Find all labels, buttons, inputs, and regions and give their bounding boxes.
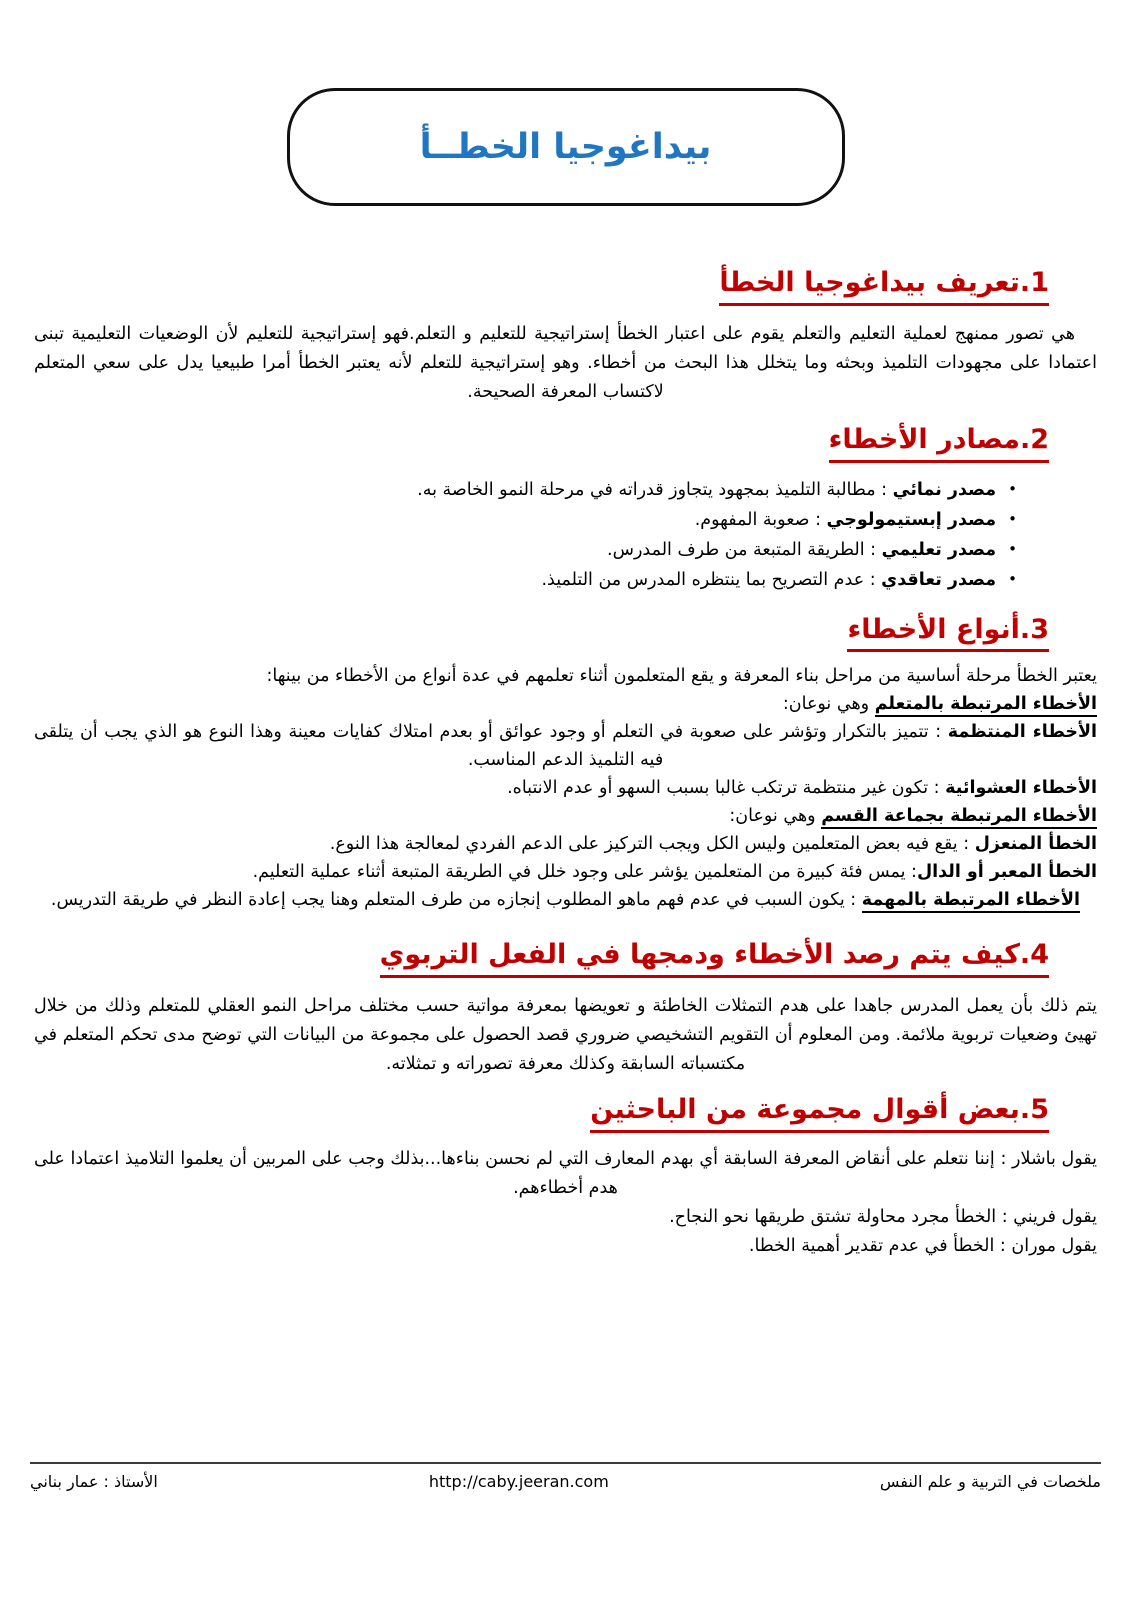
bullet-icon: • — [1008, 539, 1017, 558]
error-type-term: الأخطاء المرتبطة بالمهمة — [862, 890, 1080, 913]
error-type-text: وهي نوعان: — [729, 806, 822, 827]
section-heading-definition — [34, 266, 1097, 306]
section-heading-sources — [34, 423, 1097, 463]
error-type-term: الخطأ المعبر أو الدال — [916, 862, 1097, 883]
page-footer — [30, 1462, 1101, 1491]
error-type-line — [34, 774, 1097, 802]
error-type-text: : تكون غير منتظمة ترتكب غالبا بسبب السهو أو عدم الانتباه. — [507, 778, 946, 799]
section-heading-definition-text: 1.تعريف بيداغوجيا الخطأ — [719, 266, 1049, 306]
error-type-term: الأخطاء المنتظمة — [947, 722, 1098, 743]
section-heading-types-text: 3.أنواع الأخطاء — [847, 613, 1049, 653]
footer-url: http://caby.jeeran.com — [428, 1472, 609, 1491]
error-type-term: الأخطاء العشوائية — [945, 778, 1097, 799]
error-type-line — [34, 718, 1097, 774]
error-type-term: الأخطاء المرتبطة بالمتعلم — [875, 694, 1097, 717]
section-heading-sources-text: 2.مصادر الأخطاء — [829, 423, 1049, 463]
section-heading-quotes-text: 5.بعض أقوال مجموعة من الباحثين — [590, 1093, 1049, 1133]
section-heading-types — [34, 613, 1097, 653]
quote-line: يقول باشلار : إننا نتعلم على أنقاض المعرفة السابقة أي بهدم المعارف التي لم نحسن بناءها...بذلك وجب على المربين أن يعلموا التلاميذ اعتمادا على هدم أخطاءهم. — [34, 1148, 1097, 1198]
section-heading-integration-text: 4.كيف يتم رصد الأخطاء ودمجها في الفعل التربوي — [380, 938, 1049, 978]
source-term: مصدر تعليمي — [881, 539, 997, 560]
document-content — [0, 266, 1131, 1261]
section-heading-quotes — [34, 1093, 1097, 1133]
list-item — [34, 565, 1017, 595]
list-item — [34, 475, 1017, 505]
bullet-icon: • — [1008, 509, 1017, 528]
source-text: : مطالبة التلميذ بمجهود يتجاوز قدراته في مرحلة النمو الخاصة به. — [417, 479, 893, 500]
error-type-text: : تتميز بالتكرار وتؤشر على صعوبة في التعلم أو وجود عوائق أو بعدم امتلاك كفايات معينة وهذا النوع هو الذي يجب أن يتلقى فيه التلميذ الدعم المناسب. — [34, 722, 948, 771]
source-term: مصدر نمائي — [892, 479, 997, 500]
types-intro: يعتبر الخطأ مرحلة أساسية من مراحل بناء المعرفة و يقع المتعلمون أثناء تعلمهم في عدة أنواع من الأخطاء من بينها: — [266, 666, 1097, 687]
title-box — [287, 88, 845, 206]
definition-paragraph: هي تصور ممنهج لعملية التعليم والتعلم يقوم على اعتبار الخطأ إستراتيجية للتعليم و التعلم.فهو إستراتيجية للتعليم لأن الوضعيات التعليمية تبنى اعتمادا على مجهودات التلميذ وبحثه وما يتخلل هذا البحث من أخطاء. وهو إستراتيجية للتعلم لأنه يعتبر الخطأ أمرا طبيعيا يدل على سعي المتعلم لاكتساب المعرفة الصحيحة. — [34, 323, 1097, 402]
error-type-line — [34, 830, 1097, 858]
integration-paragraph: يتم ذلك بأن يعمل المدرس جاهدا على هدم التمثلات الخاطئة و تعويضها بمعرفة مواتية حسب مختلف مراحل النمو العقلي للمتعلم وذلك من خلال تهيئ وضعيات تربوية ملائمة. ومن المعلوم أن التقويم التشخيصي ضروري قصد الحصول على مجموعة من البيانات التي توضح مدى تحكم المتعلم في مكتسباته السابقة وكذلك معرفة تصوراته و تمثلاته. — [34, 996, 1097, 1074]
sources-list — [34, 475, 1097, 595]
source-term: مصدر تعاقدي — [881, 569, 997, 590]
error-type-line — [34, 690, 1097, 718]
list-item — [34, 535, 1017, 565]
types-block — [34, 662, 1097, 914]
error-type-text: : يمس فئة كبيرة من المتعلمين يؤشر على وجود خلل في الطريقة المتبعة أثناء عملية التعليم. — [252, 862, 917, 883]
error-type-term: الأخطاء المرتبطة بجماعة القسم — [821, 806, 1097, 829]
error-type-line — [34, 858, 1097, 886]
source-text: : صعوبة المفهوم. — [694, 509, 827, 530]
error-type-text: وهي نوعان: — [782, 694, 875, 715]
section-heading-integration — [34, 938, 1097, 978]
bullet-icon: • — [1008, 479, 1017, 498]
source-text: : عدم التصريح بما ينتظره المدرس من التلميذ. — [541, 569, 882, 590]
quotes-block — [34, 1145, 1097, 1261]
source-text: : الطريقة المتبعة من طرف المدرس. — [607, 539, 882, 560]
document-title: بيداغوجيا الخطــأ — [419, 127, 712, 167]
error-type-text: : يكون السبب في عدم فهم ماهو المطلوب إنجازه من طرف المتعلم وهنا يجب إعادة النظر في طريقة التدريس. — [50, 890, 862, 911]
list-item — [34, 505, 1017, 535]
error-type-text: : يقع فيه بعض المتعلمين وليس الكل ويجب التركيز على الدعم الفردي لمعالجة هذا النوع. — [329, 834, 975, 855]
quote-line: يقول موران : الخطأ في عدم تقدير أهمية الخطا. — [748, 1235, 1097, 1256]
bullet-icon: • — [1008, 569, 1017, 588]
source-term: مصدر إبستيمولوجي — [826, 509, 997, 530]
error-type-term: الخطأ المنعزل — [974, 834, 1097, 855]
footer-series: ملخصات في التربية و علم النفس — [879, 1472, 1101, 1491]
footer-author: الأستاذ : عمار بناني — [30, 1472, 158, 1491]
quote-line: يقول فريني : الخطأ مجرد محاولة تشتق طريقها نحو النجاح. — [669, 1206, 1097, 1227]
error-type-line — [34, 886, 1097, 914]
error-type-line — [34, 802, 1097, 830]
